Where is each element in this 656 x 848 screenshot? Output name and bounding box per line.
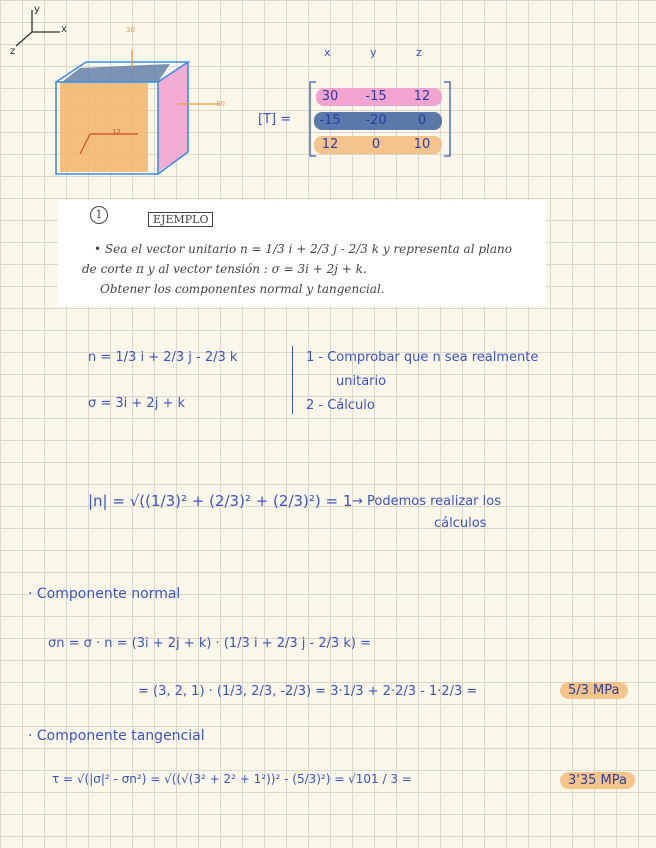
matrix-cell-2-3: 0 — [417, 113, 427, 128]
cube-front-label: 12 — [112, 128, 121, 136]
axis-label-z: z — [10, 46, 16, 57]
normal-result: 5/3 MPa — [560, 682, 628, 699]
tangential-eq: τ = √(|σ|² - σn²) = √((√(3² + 2² + 1²))² - (5/3)²) = √101 / 3 = — [52, 772, 412, 786]
norm-conclusion: → Podemos realizar los — [352, 494, 501, 509]
steps-divider — [292, 346, 293, 414]
sigma-vector: σ = 3i + 2j + k — [88, 396, 186, 411]
tangential-result: 3'35 MPa — [560, 772, 635, 789]
step-1-cont: unitario — [336, 374, 387, 389]
matrix-header-z: z — [416, 46, 422, 59]
normal-heading: · Componente normal — [28, 586, 181, 602]
matrix-cell-2-1: -15 — [319, 113, 341, 128]
matrix-cell-1-3: 12 — [413, 89, 431, 104]
axis-label-y: y — [34, 4, 40, 15]
normal-eq-1: σn = σ · n = (3i + 2j + k) · (1/3 i + 2/3 j - 2/3 k) = — [48, 636, 372, 651]
matrix-cell-3-2: 0 — [371, 137, 381, 152]
matrix-label: [T] = — [258, 112, 292, 127]
normal-eq-2: = (3, 2, 1) · (1/3, 2/3, -2/3) = 3·1/3 + 2·2/3 - 1·2/3 = — [138, 684, 478, 699]
matrix-header-y: y — [370, 46, 377, 59]
tangential-heading: · Componente tangencial — [28, 728, 205, 744]
n-vector: n = 1/3 i + 2/3 j - 2/3 k — [88, 350, 238, 365]
stress-cube-diagram — [50, 24, 230, 184]
matrix-cell-3-1: 12 — [321, 137, 339, 152]
example-line-3: Obtener los componentes normal y tangencial. — [100, 282, 385, 296]
example-statement — [58, 200, 546, 306]
matrix-header-x: x — [324, 46, 331, 59]
matrix-cell-1-2: -15 — [365, 89, 387, 104]
matrix-cell-1-1: 30 — [321, 89, 339, 104]
cube-drawing — [50, 24, 230, 184]
cube-side-label: 30 — [216, 100, 225, 108]
matrix-cell-3-3: 10 — [413, 137, 431, 152]
example-line-1: • Sea el vector unitario n = 1/3 i + 2/3 j - 2/3 k y representa al plano — [94, 242, 512, 256]
norm-conclusion-cont: cálculos — [434, 516, 487, 531]
axis-label-x: x — [61, 24, 67, 35]
matrix-cell-2-2: -20 — [365, 113, 387, 128]
step-2: 2 - Cálculo — [306, 398, 375, 413]
step-1: 1 - Comprobar que n sea realmente — [306, 350, 539, 365]
example-line-2: de corte π y al vector tensión : σ = 3i + 2j + k. — [82, 262, 367, 276]
example-title: EJEMPLO — [148, 212, 213, 227]
norm-expression: |n| = √((1/3)² + (2/3)² + (2/3)²) = 1 — [88, 492, 353, 510]
example-number: 1 — [90, 206, 108, 224]
stress-matrix — [256, 42, 456, 162]
cube-top-label: 30 — [126, 26, 135, 34]
